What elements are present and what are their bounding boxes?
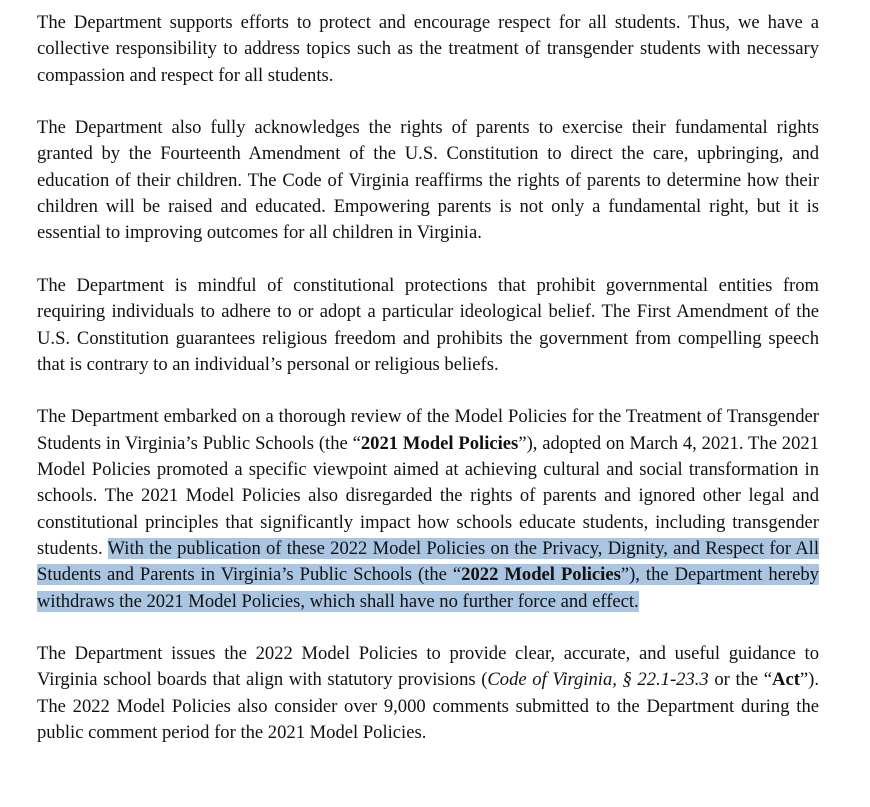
review-text-part1: The Department embarked on a thorough review of the Model Policies for the Treatment of Transgender Students in Virginia’s Public Schools (the “ — [37, 406, 819, 454]
code-of-virginia-citation: Code of Virginia, § 22.1-23.3 — [487, 669, 709, 691]
document-body — [37, 10, 819, 773]
paragraph-respect: The Department supports efforts to protect and encourage respect for all students. Thus, we have a collective responsibility to address topics such as the treatment of transgender students with necessary compassion and respect for all students. — [37, 12, 819, 86]
paragraph-constitutional-protections: The Department is mindful of constitutional protections that prohibit governmental entities from requiring individuals to adhere to or adopt a particular ideological belief. The First Amendment of the U.S. Constitution guarantees religious freedom and prohibits the government from compelling speech that is contrary to an individual’s personal or religious beliefs. — [37, 274, 819, 375]
guidance-text-part2: or the “ — [708, 669, 773, 691]
paragraph-parental-rights: The Department also fully acknowledges the rights of parents to exercise their fundamental rights granted by the Fourteenth Amendment of the U.S. Constitution to direct the care, upbringing, and education of their children. The Code of Virginia reaffirms the rights of parents to determine how their children will be raised and educated. Empowering parents is not only a fundamental right, but it is essential to improving outcomes for all children in Virginia. — [37, 117, 819, 244]
highlight-text-part1: With the publication of these 2022 Model Policies on the Privacy, Dignity, and Respect for All Students and Parents in Virginia’s Public Schools (the “ — [37, 537, 819, 586]
paragraph-2021-review — [37, 404, 819, 614]
term-act: Act — [772, 669, 800, 691]
guidance-text-part1: The Department issues the 2022 Model Policies to provide clear, accurate, and useful guidance to Virginia school boards that align with statutory provisions ( — [37, 643, 819, 691]
guidance-text-part3: ”). The 2022 Model Policies also consider over 9,000 comments submitted to the Department during the public comment period for the 2021 Model Policies. — [37, 669, 819, 744]
term-2022-model-policies: 2022 Model Policies — [461, 564, 621, 586]
selected-text-highlight[interactable] — [37, 538, 819, 612]
review-text-part2: ”), adopted on March 4, 2021. The 2021 Model Policies promoted a specific viewpoint aimed at achieving cultural and social transformation in schools. The 2021 Model Policies also disregarded the rights of parents and ignored other legal and constitutional principles that significantly impact how schools educate students, including transgender students. — [37, 432, 819, 559]
highlight-text-part2: ”), the Department hereby withdraws the 2021 Model Policies, which shall have no further force and effect. — [37, 564, 819, 612]
term-2021-model-policies: 2021 Model Policies — [360, 432, 519, 454]
paragraph-2022-guidance — [37, 641, 819, 746]
